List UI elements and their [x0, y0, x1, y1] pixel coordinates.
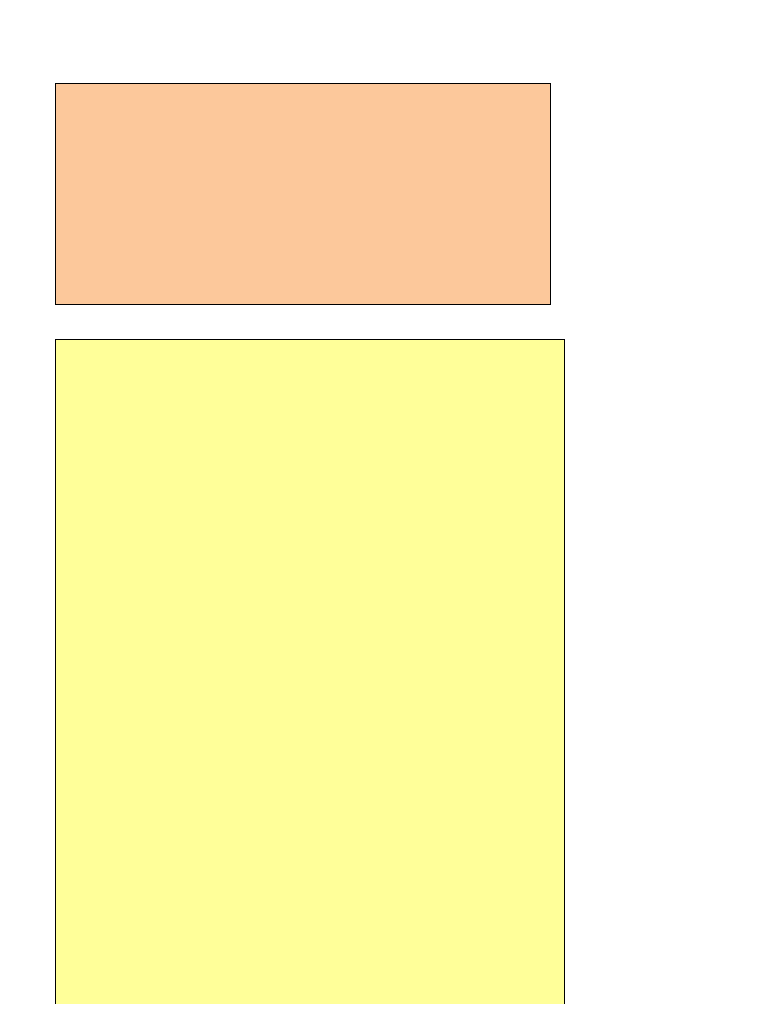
- output-area-box: [55, 339, 565, 1004]
- input-area-box: [55, 83, 551, 305]
